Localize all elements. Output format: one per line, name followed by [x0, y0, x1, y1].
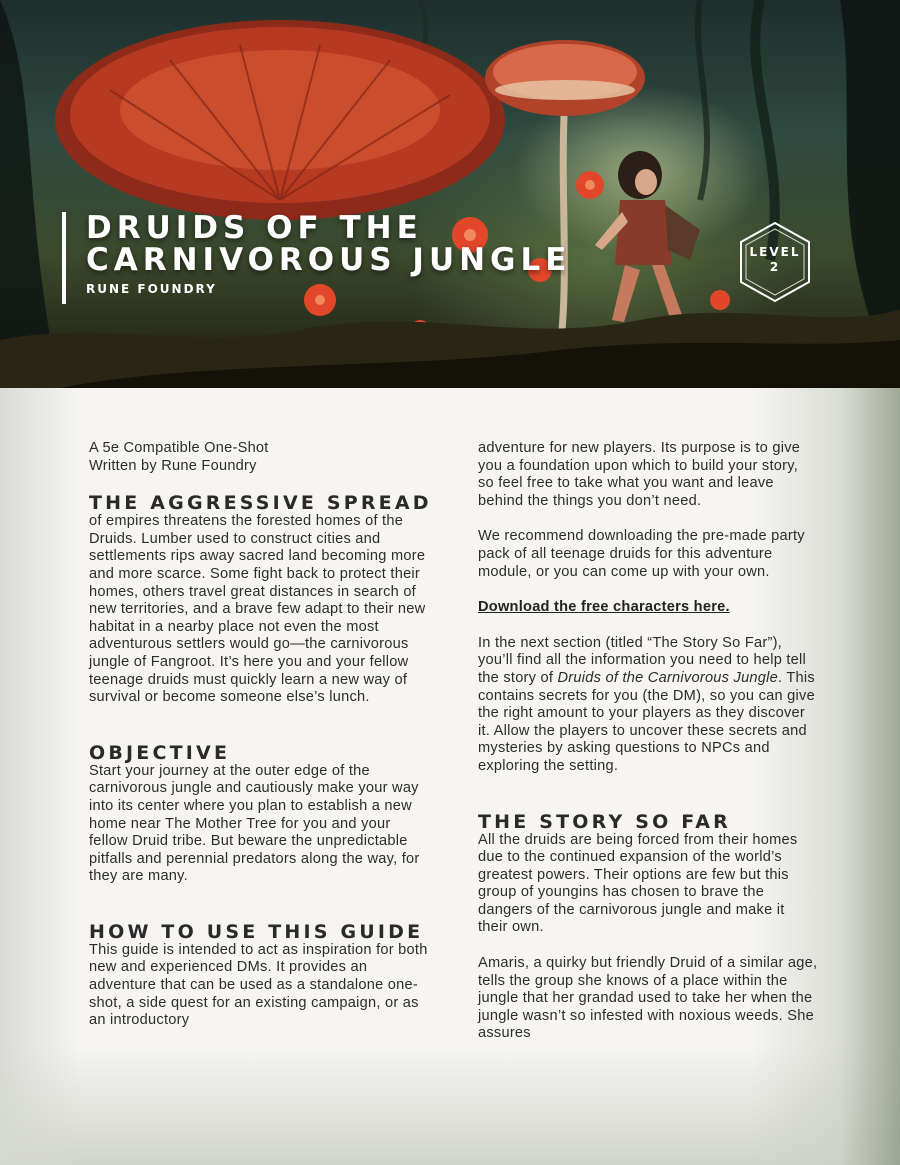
left-column — [89, 440, 432, 1030]
next-text-part-1: In the next section (titled “The Story So Far”), you’ll find all the information you need to help tell the story of — [478, 634, 807, 686]
guide-body-continued: adventure for new players. Its purpose is to give you a foundation upon which to build your story, so feel free to take what you want and leave behind the things you don’t need. — [478, 440, 801, 509]
heading-aggressive-spread: THE AGGRESSIVE SPREAD — [89, 492, 432, 515]
next-section-body — [478, 635, 818, 776]
level-label: LEVEL — [749, 245, 801, 259]
intro-line-1: A 5e Compatible One-Shot — [89, 440, 269, 456]
intro-block — [89, 440, 429, 475]
recommend-body: We recommend downloading the pre-made party pack of all teenage druids for this adventure module, or you can come up with your own. — [478, 528, 805, 580]
heading-story-so-far: THE STORY SO FAR — [478, 810, 732, 833]
adventure-title-italic: Druids of the Carnivorous Jungle — [557, 669, 779, 686]
heading-how-to-use: HOW TO USE THIS GUIDE — [89, 920, 424, 943]
objective-body: Start your journey at the outer edge of the carnivorous jungle and cautiously make your way into its center where you plan to establish a new home near The Mother Tree for you and your fellow Druid tribe. But beware the unpredictable pitfalls and perennial predators along the way, for they are many. — [89, 762, 420, 885]
next-text-part-2: . This contains secrets for you (the DM), so you can give the right amount to your players as they discover it. Allow the players to uncover these secrets and mysteries by asking questions to NPCs and exploring the setting. — [478, 669, 815, 774]
guide-body: This guide is intended to act as inspiration for both new and experienced DMs. It provides an adventure that can be used as a standalone one-shot, a side quest for an existing campaign, or as an introductory — [89, 941, 428, 1029]
download-characters-link[interactable]: Download the free characters here. — [478, 599, 730, 616]
intro-line-2: Written by Rune Foundry — [89, 457, 257, 474]
publisher-name: RUNE FOUNDRY — [86, 282, 217, 296]
title-line-1: DRUIDS OF THE — [86, 210, 423, 246]
title-line-2: CARNIVOROUS JUNGLE — [86, 242, 572, 278]
right-column — [478, 440, 818, 1043]
jungle-artwork — [0, 0, 900, 388]
spread-body: of empires threatens the forested homes of the Druids. Lumber used to construct cities and settlements rips away sacred land becoming more and more scarce. Some fight back to protect their homes, others travel great distances in search of new territories, and a brave few adapt to their new habitat in a nearby place not even the most adventurous settlers would go—the carnivorous jungle of Fangroot. It’s here you and your fellow teenage druids must quickly learn a new way of survival or become someone else’s lunch. — [89, 513, 426, 706]
level-text — [733, 245, 817, 275]
title-block — [62, 212, 571, 304]
story-body: All the druids are being forced from their homes due to the continued expansion of the world’s greatest powers. Their options are few but this group of youngins has chosen to brave the dangers of the carnivorous jungle and make it their own. — [478, 831, 798, 936]
heading-objective: OBJECTIVE — [89, 741, 231, 764]
cover-illustration — [0, 0, 900, 388]
story-body-2: Amaris, a quirky but friendly Druid of a similar age, tells the group she knows of a place within the jungle that her grandad used to take her when the jungle wasn’t so infested with noxious weeds. She assures — [478, 955, 818, 1042]
level-badge — [733, 220, 817, 304]
level-value: 2 — [769, 260, 781, 274]
